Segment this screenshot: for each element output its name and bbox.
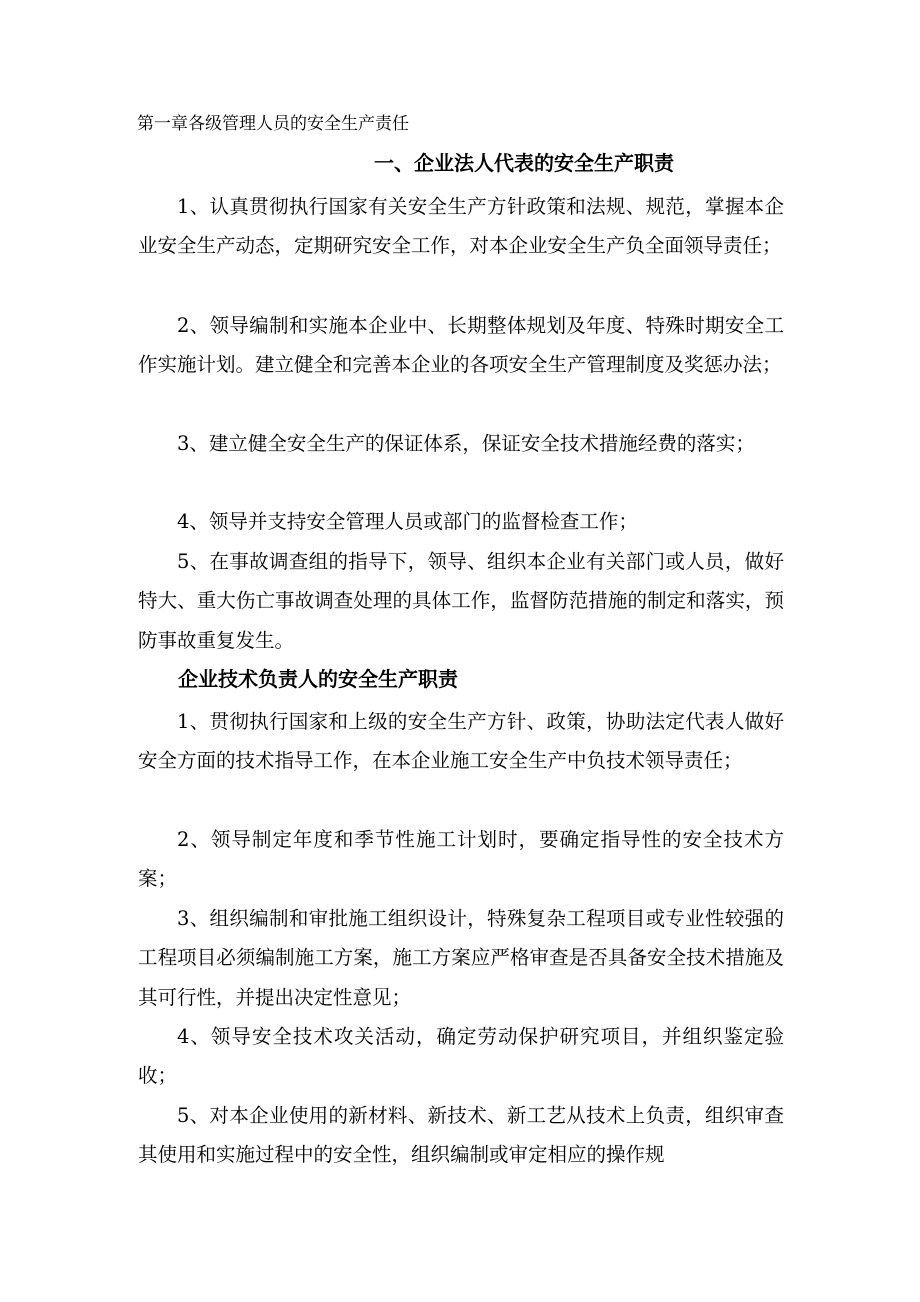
paragraph: 4、领导安全技术攻关活动，确定劳动保护研究项目，并组织鉴定验收；: [138, 1025, 784, 1088]
paragraph: 5、在事故调查组的指导下，领导、组织本企业有关部门或人员，做好特大、重大伤亡事故调查处理的具体工作，监督防范措施的制定和落实，预防事故重复发生。: [138, 550, 784, 652]
paragraph: 3、建立健全安全生产的保证体系，保证安全技术措施经费的落实；: [177, 432, 755, 455]
paragraph: 2、领导制定年度和季节性施工计划时，要确定指导性的安全技术方案；: [138, 828, 784, 891]
section-heading-technical-director: 企业技术负责人的安全生产职责: [178, 667, 458, 691]
section-heading-legal-representative: 一、企业法人代表的安全生产职责: [374, 151, 674, 175]
paragraph: 1、认真贯彻执行国家有关安全生产方针政策和法规、规范，掌握本企业安全生产动态，定期研究安全工作，对本企业安全生产负全面领导责任；: [138, 195, 784, 258]
paragraph: 4、领导并支持安全管理人员或部门的监督检查工作；: [177, 510, 638, 533]
paragraph: 1、贯彻执行国家和上级的安全生产方针、政策，协助法定代表人做好安全方面的技术指导工作，在本企业施工安全生产中负技术领导责任；: [138, 710, 784, 773]
paragraph: 3、组织编制和审批施工组织设计，特殊复杂工程项目或专业性较强的工程项目必须编制施工方案，施工方案应严格审查是否具备安全技术措施及其可行性，并提出决定性意见；: [138, 907, 784, 1009]
paragraph: 5、对本企业使用的新材料、新技术、新工艺从技术上负责，组织审查其使用和实施过程中的安全性，组织编制或审定相应的操作规: [138, 1104, 784, 1167]
paragraph: 2、领导编制和实施本企业中、长期整体规划及年度、特殊时期安全工作实施计划。建立健全和完善本企业的各项安全生产管理制度及奖惩办法；: [138, 314, 784, 377]
chapter-title: 第一章各级管理人员的安全生产责任: [137, 114, 409, 134]
